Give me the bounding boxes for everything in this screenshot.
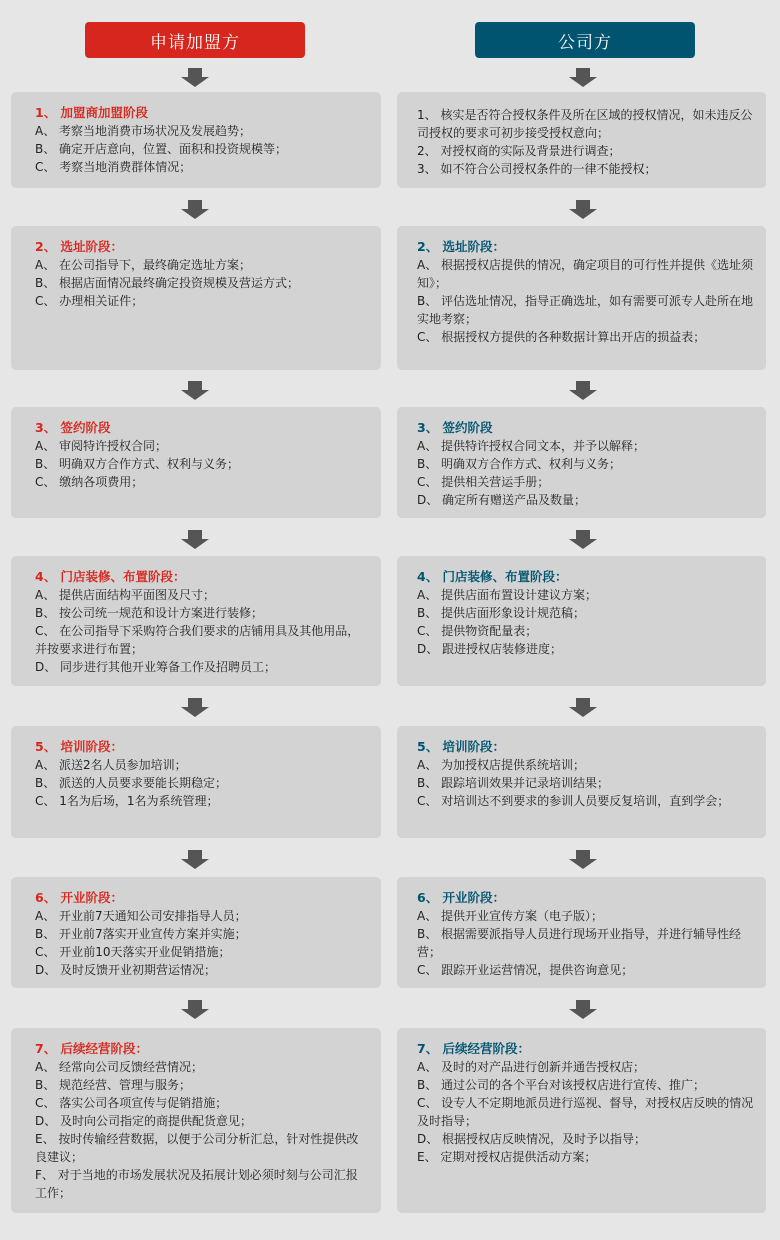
down-arrow-icon xyxy=(569,68,597,88)
stage-title: 6、 开业阶段： xyxy=(417,890,506,905)
stage-item: C、 考察当地消费群体情况； xyxy=(35,160,192,174)
stage-item: B、 派送的人员要求要能长期稳定； xyxy=(35,776,228,790)
stage-item: A、 提供开业宣传方案（电子版）； xyxy=(417,909,604,923)
stage-item: B、 确定开店意向，位置、面积和投资规模等； xyxy=(35,142,288,156)
applicant-header: 申请加盟方 xyxy=(85,22,305,58)
stage-item: A、 提供店面布置设计建议方案； xyxy=(417,588,598,602)
down-arrow-icon xyxy=(181,698,209,718)
stage-item: A、 考察当地消费市场状况及发展趋势； xyxy=(35,124,252,138)
stage-item: A、 根据授权店提供的情况，确定项目的可行性并提供《选址须知》； xyxy=(417,258,754,290)
stage-item: B、 按公司统一规范和设计方案进行装修； xyxy=(35,606,264,620)
down-arrow-icon xyxy=(569,850,597,870)
stage-title: 5、 培训阶段： xyxy=(417,739,506,754)
company-stage-1 xyxy=(397,92,766,188)
stage-title: 3、 签约阶段 xyxy=(35,420,111,435)
stage-item: C、 在公司指导下采购符合我们要求的店铺用具及其他用品，并按要求进行布置； xyxy=(35,624,360,656)
down-arrow-icon xyxy=(569,381,597,401)
down-arrow-icon xyxy=(181,1000,209,1020)
applicant-stage-6 xyxy=(11,877,381,988)
stage-title: 4、 门店装修、布置阶段： xyxy=(417,569,568,584)
stage-item: F、 对于当地的市场发展状况及拓展计划必须时刻与公司汇报工作； xyxy=(35,1168,358,1200)
company-stage-2 xyxy=(397,226,766,370)
stage-item: B、 通过公司的各个平台对该授权店进行宣传、推广； xyxy=(417,1078,706,1092)
stage-item: A、 提供特许授权合同文本，并予以解释； xyxy=(417,439,646,453)
stage-item: C、 对培训达不到要求的参训人员要反复培训，直到学会； xyxy=(417,794,730,808)
stage-item: E、 按时传输经营数据，以便于公司分析汇总，针对性提供改良建议； xyxy=(35,1132,359,1164)
stage-item: B、 根据店面情况最终确定投资规模及营运方式； xyxy=(35,276,300,290)
stage-item: C、 跟踪开业运营情况，提供咨询意见； xyxy=(417,963,634,977)
stage-item: A、 为加授权店提供系统培训； xyxy=(417,758,586,772)
stage-title: 1、 加盟商加盟阶段 xyxy=(35,105,149,120)
stage-item: A、 开业前7天通知公司安排指导人员； xyxy=(35,909,247,923)
stage-title: 7、 后续经营阶段： xyxy=(417,1041,531,1056)
stage-item: E、 定期对授权店提供活动方案； xyxy=(417,1150,597,1164)
stage-item: C、 设专人不定期地派员进行巡视、督导，对授权店反映的情况及时指导； xyxy=(417,1096,754,1128)
down-arrow-icon xyxy=(569,1000,597,1020)
stage-item: B、 根据需要派指导人员进行现场开业指导，并进行辅导性经营； xyxy=(417,927,742,959)
stage-item: C、 落实公司各项宣传与促销措施； xyxy=(35,1096,228,1110)
stage-item: C、 办理相关证件； xyxy=(35,294,144,308)
company-header: 公司方 xyxy=(475,22,695,58)
down-arrow-icon xyxy=(181,200,209,220)
stage-item: D、 及时反馈开业初期营运情况； xyxy=(35,963,217,977)
company-stage-7 xyxy=(397,1028,766,1213)
stage-item: C、 根据授权方提供的各种数据计算出开店的损益表； xyxy=(417,330,706,344)
stage-title: 2、 选址阶段： xyxy=(417,239,506,254)
stage-item: 3、 如不符合公司授权条件的一律不能授权； xyxy=(417,162,657,176)
stage-item: C、 缴纳各项费用； xyxy=(35,475,144,489)
stage-title: 3、 签约阶段 xyxy=(417,420,493,435)
stage-item: B、 规范经营、管理与服务； xyxy=(35,1078,192,1092)
stage-title: 4、 门店装修、布置阶段： xyxy=(35,569,186,584)
stage-item: B、 提供店面形象设计规范稿； xyxy=(417,606,586,620)
stage-item: B、 跟踪培训效果并记录培训结果； xyxy=(417,776,610,790)
stage-item: C、 提供物资配量表； xyxy=(417,624,538,638)
company-stage-6 xyxy=(397,877,766,988)
down-arrow-icon xyxy=(569,698,597,718)
company-stage-5 xyxy=(397,726,766,838)
stage-item: D、 确定所有赠送产品及数量； xyxy=(417,493,587,507)
stage-item: A、 在公司指导下，最终确定选址方案； xyxy=(35,258,252,272)
company-stage-3 xyxy=(397,407,766,518)
stage-item: A、 经常向公司反馈经营情况； xyxy=(35,1060,204,1074)
applicant-stage-1 xyxy=(11,92,381,188)
down-arrow-icon xyxy=(181,850,209,870)
stage-item: A、 及时的对产品进行创新并通告授权店； xyxy=(417,1060,646,1074)
stage-title: 2、 选址阶段： xyxy=(35,239,124,254)
stage-item: A、 审阅特许授权合同； xyxy=(35,439,168,453)
down-arrow-icon xyxy=(569,530,597,550)
down-arrow-icon xyxy=(181,530,209,550)
applicant-stage-3 xyxy=(11,407,381,518)
stage-title: 6、 开业阶段： xyxy=(35,890,124,905)
stage-item: D、 及时向公司指定的商提供配货意见； xyxy=(35,1114,253,1128)
stage-item: 1、 核实是否符合授权条件及所在区域的授权情况，如未违反公司授权的要求可初步接受授权意向； xyxy=(417,108,753,140)
down-arrow-icon xyxy=(181,381,209,401)
stage-item: B、 明确双方合作方式、权利与义务； xyxy=(417,457,622,471)
applicant-stage-7 xyxy=(11,1028,381,1213)
stage-item: A、 派送2名人员参加培训； xyxy=(35,758,187,772)
stage-title: 5、 培训阶段： xyxy=(35,739,124,754)
stage-item: B、 明确双方合作方式、权利与义务； xyxy=(35,457,240,471)
stage-item: D、 跟进授权店装修进度； xyxy=(417,642,563,656)
stage-item: D、 同步进行其他开业筹备工作及招聘员工； xyxy=(35,660,277,674)
stage-item: D、 根据授权店反映情况，及时予以指导； xyxy=(417,1132,647,1146)
applicant-stage-2 xyxy=(11,226,381,370)
stage-item: B、 开业前7落实开业宣传方案并实施； xyxy=(35,927,247,941)
stage-item: 2、 对授权商的实际及背景进行调查； xyxy=(417,144,621,158)
applicant-stage-5 xyxy=(11,726,381,838)
company-stage-4 xyxy=(397,556,766,686)
down-arrow-icon xyxy=(181,68,209,88)
stage-item: C、 开业前10天落实开业促销措施； xyxy=(35,945,231,959)
stage-item: C、 提供相关营运手册； xyxy=(417,475,550,489)
stage-title: 7、 后续经营阶段： xyxy=(35,1041,149,1056)
stage-item: C、 1名为后场，1名为系统管理； xyxy=(35,794,219,808)
stage-item: B、 评估选址情况，指导正确选址，如有需要可派专人赴所在地实地考察； xyxy=(417,294,754,326)
down-arrow-icon xyxy=(569,200,597,220)
applicant-stage-4 xyxy=(11,556,381,686)
stage-item: A、 提供店面结构平面图及尺寸； xyxy=(35,588,216,602)
